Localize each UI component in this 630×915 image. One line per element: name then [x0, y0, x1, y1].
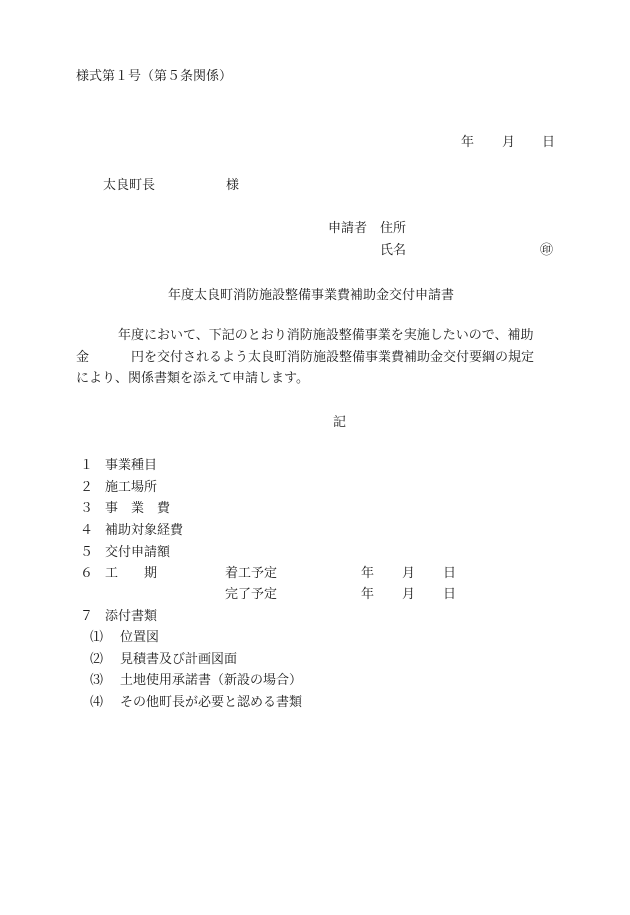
attachment-label: 位置図 [120, 630, 160, 645]
document-title: 年度太良町消防施設整備事業費補助金交付申請書 [168, 288, 455, 303]
applicant-label: 申請者 [328, 221, 368, 236]
item-label: 事業種目 [105, 458, 158, 473]
item-number: ６ [80, 566, 94, 581]
schedule-start-label: 着工予定 [225, 566, 278, 581]
applicant-address-label: 住所 [380, 221, 407, 236]
schedule-end-day: 日 [443, 587, 457, 602]
date-day-label: 日 [542, 135, 556, 150]
body-line-3: により、関係書類を添えて申請します。 [76, 371, 309, 386]
body-line-1: 年度において、下記のとおり消防施設整備事業を実施したいので、補助 [118, 328, 534, 343]
item-number: ２ [80, 480, 94, 495]
attachment-number: ⑵ [90, 652, 104, 667]
body-line-2-start: 金 [76, 350, 90, 365]
item-label: 事 業 費 [105, 501, 171, 516]
item-label: 工 期 [105, 566, 158, 581]
applicant-name-label: 氏名 [380, 243, 407, 258]
schedule-end-label: 完了予定 [225, 587, 278, 602]
body-line-2-rest: 円を交付されるよう太良町消防施設整備事業費補助金交付要綱の規定 [131, 350, 535, 365]
date-month-label: 月 [502, 135, 516, 150]
item-number: ５ [80, 545, 94, 560]
item-label: 添付書類 [105, 609, 158, 624]
date-year-label: 年 [461, 135, 475, 150]
item-number: ４ [80, 523, 94, 538]
attachment-label: その他町長が必要と認める書類 [120, 695, 303, 710]
schedule-start-year: 年 [361, 566, 375, 581]
attachment-number: ⑶ [90, 673, 104, 688]
schedule-start-day: 日 [443, 566, 457, 581]
item-number: ３ [80, 501, 94, 516]
seal-mark: ㊞ [540, 243, 554, 258]
form-number: 様式第１号（第５条関係） [76, 69, 233, 84]
addressee-honorific: 様 [226, 178, 240, 193]
item-label: 施工場所 [105, 480, 158, 495]
attachment-number: ⑷ [90, 695, 104, 710]
item-number: ７ [80, 609, 94, 624]
item-label: 補助対象経費 [105, 523, 184, 538]
item-label: 交付申請額 [105, 545, 171, 560]
schedule-end-month: 月 [402, 587, 416, 602]
item-number: １ [80, 458, 94, 473]
schedule-start-month: 月 [402, 566, 416, 581]
ki-heading: 記 [333, 415, 347, 430]
attachment-number: ⑴ [90, 630, 104, 645]
schedule-end-year: 年 [361, 587, 375, 602]
attachment-label: 土地使用承諾書（新設の場合） [120, 673, 303, 688]
addressee-title: 太良町長 [103, 178, 156, 193]
attachment-label: 見積書及び計画図面 [120, 652, 238, 667]
